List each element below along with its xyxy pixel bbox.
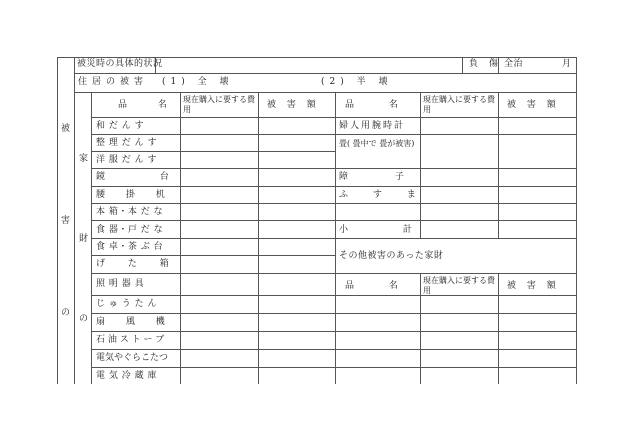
rule-right-damage [498, 92, 499, 238]
rule-right-row [335, 134, 576, 135]
rule-header-bottom [91, 117, 576, 118]
item-shomei-kigu: 照 明 器 具 [96, 279, 145, 289]
item-getabako: げ た 箱 [96, 259, 179, 269]
item-reizoko: 電 気 冷 蔵 庫 [96, 371, 157, 381]
subtotal-label: 小 計 [339, 225, 438, 235]
other-items-heading: その他被害のあった家財 [339, 251, 444, 261]
item-senpuki: 扇 風 機 [96, 317, 174, 327]
rule-left-row [91, 349, 335, 350]
side-label-outer-2: 害 [61, 216, 71, 226]
col-item-left: 品 名 [118, 100, 181, 110]
rule-right-row [335, 238, 576, 239]
col-cost-right: 現在購入に要する費用 [423, 95, 495, 114]
item-sekiyu-stove: 石 油 ス ト ー ブ [96, 335, 165, 345]
rule-left-row [91, 151, 335, 152]
rule-right-row [335, 203, 576, 204]
item-fusuma: ふ す ま [339, 190, 427, 200]
rule-right-row [335, 273, 576, 274]
side-label-inner-2: 財 [79, 234, 89, 244]
item-koshikake-tsukue: 腰 掛 机 [96, 190, 174, 200]
rule-left-row [91, 255, 335, 256]
rule-right-row [335, 313, 576, 314]
rule-left-row [91, 367, 335, 368]
rule-left-row [91, 134, 335, 135]
recovery-label: 全治 [504, 59, 524, 69]
rule-right-cost [420, 92, 421, 238]
item-watch: 婦人用腕時計 [339, 121, 406, 131]
side-label-outer-3: の [61, 308, 71, 318]
rule-left-inner [74, 57, 75, 384]
item-shokki-todana: 食 器・戸 だ な [96, 225, 164, 235]
situation-label: 被災時の具体的状況 [77, 59, 163, 69]
col-damage-right-2: 被 害 額 [507, 281, 560, 291]
rule-left-row [91, 203, 335, 204]
rule-right-row [335, 367, 576, 368]
month-label: 月 [562, 59, 572, 69]
rule-right-row [335, 331, 576, 332]
rule-right-row [335, 220, 576, 221]
item-jutan: じ ゅ う た ん [96, 299, 157, 309]
rule-left-row [91, 331, 335, 332]
side-label-inner-1: 家 [79, 154, 89, 164]
rule-right-row [335, 186, 576, 187]
rule-right-cost-2 [420, 273, 421, 384]
side-label-outer-1: 被 [61, 124, 71, 134]
item-kotatsu: 電気やぐらこたつ [96, 353, 169, 363]
rule-category [91, 92, 92, 384]
col-cost-left: 現在購入に要する費用 [183, 95, 255, 114]
col-damage-right: 被 害 額 [507, 100, 560, 110]
rule-left-row [91, 168, 335, 169]
rule-left-row [91, 186, 335, 187]
col-item-right-2: 品 名 [345, 281, 414, 291]
rule-situation-bottom [74, 73, 576, 74]
rule-residence-bottom [74, 92, 576, 93]
item-yofuku-dansu: 洋 服 だ ん す [96, 155, 157, 165]
item-tatami: 畳( 畳中で 畳が被害) [339, 139, 415, 148]
total-loss-option: (1) 全 壊 [162, 77, 234, 87]
rule-left-row [91, 273, 335, 274]
injury-label: 負 傷 [469, 59, 502, 69]
rule-left-row [91, 295, 335, 296]
rule-right-edge [576, 57, 577, 384]
item-wa-dansu: 和 だ ん す [96, 121, 145, 131]
half-loss-option: (2) 半 壊 [321, 77, 393, 87]
col-cost-right-2: 現在購入に要する費用 [423, 276, 495, 295]
item-shokutaku: 食 卓・茶 ぶ 台 [96, 242, 164, 252]
rule-right-row [335, 349, 576, 350]
rule-left-damage [258, 92, 259, 384]
side-label-inner-3: の [79, 314, 89, 324]
rule-left-outer [57, 57, 58, 384]
col-damage-left: 被 害 額 [267, 100, 320, 110]
item-shoji: 障 子 [339, 172, 426, 182]
rule-left-row [91, 220, 335, 221]
col-item-right: 品 名 [345, 100, 414, 110]
rule-mid [335, 92, 336, 384]
residence-label: 住居の被害 [78, 77, 149, 87]
rule-right-row [335, 168, 576, 169]
item-seiri-dansu: 整 理 だ ん す [96, 138, 157, 148]
rule-injury-divider [462, 57, 463, 73]
rule-left-cost [180, 92, 181, 384]
rule-left-row [91, 238, 335, 239]
rule-left-row [91, 313, 335, 314]
rule-right-damage-2 [498, 273, 499, 384]
item-hondana: 本 箱・本 だ な [96, 207, 164, 217]
item-kyodai: 鏡 台 [96, 172, 195, 182]
